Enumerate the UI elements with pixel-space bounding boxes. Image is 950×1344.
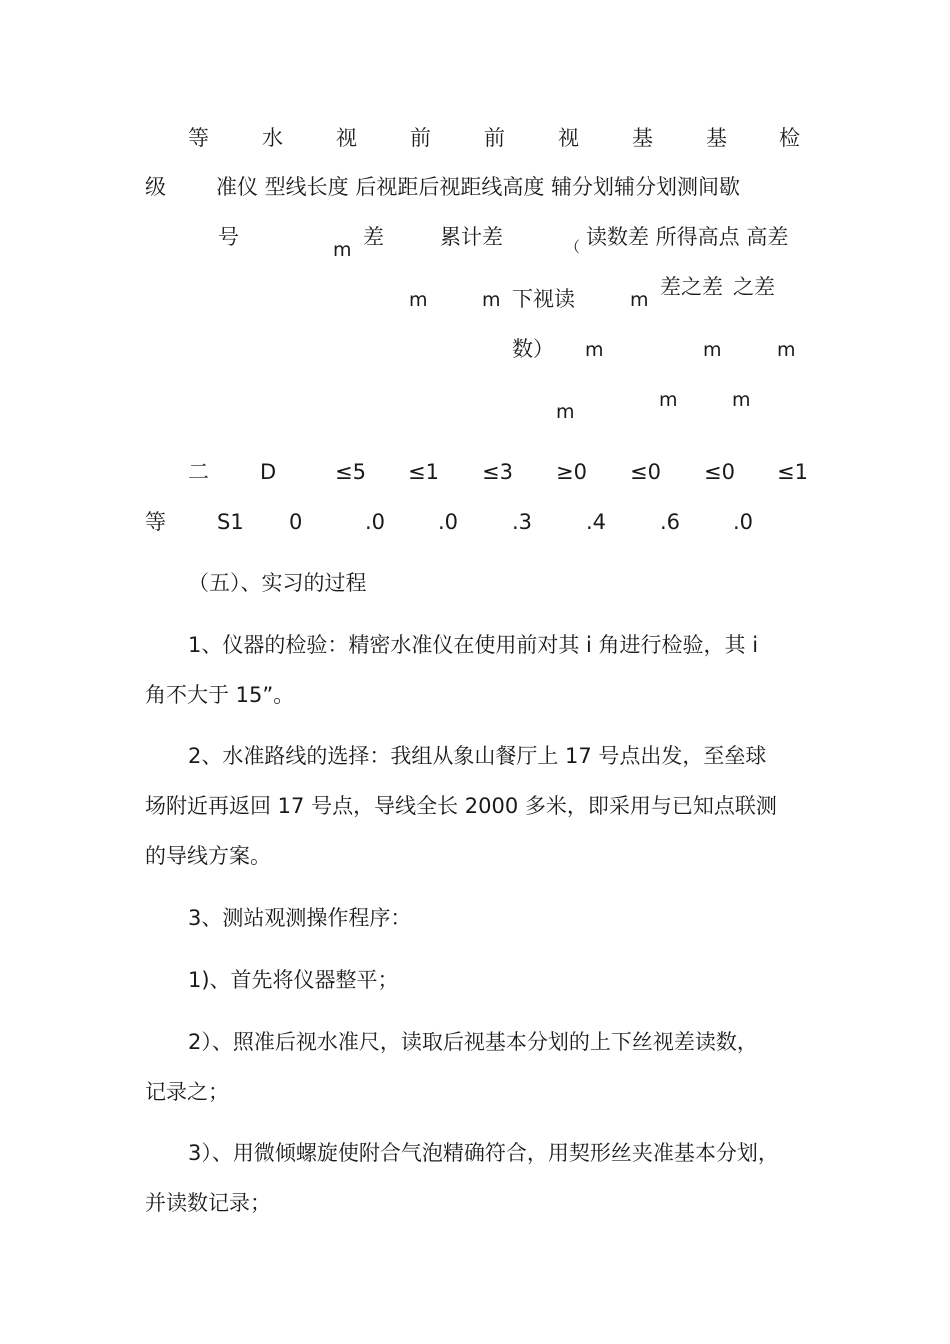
- row-cell-4: ≤3: [482, 460, 513, 484]
- header-xiashidu: 下视读: [512, 287, 575, 311]
- header-level-char: 级: [145, 175, 166, 199]
- header-hao: 号: [218, 225, 239, 249]
- para1-line1: 1、仪器的检验：精密水准仪在使用前对其 i 角进行检验，其 i: [188, 633, 759, 657]
- unit-m-3: m: [482, 289, 501, 311]
- unit-m-4: m: [630, 289, 649, 311]
- header-shu: 数）: [512, 337, 554, 361]
- para2-line3: 的导线方案。: [145, 844, 271, 868]
- unit-m-1: m: [333, 239, 352, 261]
- unit-m-10: m: [556, 401, 575, 423]
- row-cell-6: ≤0: [630, 460, 661, 484]
- unit-m-6: m: [703, 339, 722, 361]
- row-cell-3: ≤1: [408, 460, 439, 484]
- header-char-4: 前: [410, 126, 431, 150]
- header-char-3: 视: [336, 126, 357, 150]
- para1-line2: 角不大于 15”。: [145, 683, 295, 707]
- para2-line1: 2、水准路线的选择：我组从象山餐厅上 17 号点出发，至垒球: [188, 744, 767, 768]
- header-cols-text: 准仪 型线长度 后视距后视距线高度 辅分划辅分划测间歇: [216, 175, 741, 199]
- unit-m-2: m: [409, 289, 428, 311]
- header-cha: 差: [363, 225, 384, 249]
- row-cell-dot0-a: .0: [365, 510, 386, 534]
- header-chazhicha-1: 差之差: [660, 275, 723, 299]
- row-cell-zero: 0: [289, 510, 303, 534]
- row-cell-dot4: .4: [586, 510, 607, 534]
- row-cell-5: ≥0: [556, 460, 587, 484]
- header-char-1: 等: [188, 126, 209, 150]
- row-cell-dot0-c: .0: [733, 510, 754, 534]
- step1-line1: 1)、首先将仪器整平；: [188, 968, 399, 992]
- unit-m-8: m: [659, 389, 678, 411]
- unit-m-5: m: [585, 339, 604, 361]
- row-cell-s1: S1: [217, 510, 244, 534]
- unit-m-7: m: [777, 339, 796, 361]
- header-paren-open: （: [565, 238, 581, 256]
- header-char-6: 视: [558, 126, 579, 150]
- unit-m-9: m: [732, 389, 751, 411]
- header-char-9: 检: [779, 126, 800, 150]
- para3-line1: 3、测站观测操作程序：: [188, 906, 412, 930]
- header-char-7: 基: [632, 126, 653, 150]
- row-cell-dot3: .3: [512, 510, 533, 534]
- step3-line1: 3）、用微倾螺旋使附合气泡精确符合，用契形丝夹准基本分划，: [188, 1141, 779, 1165]
- header-zhicha: 之差: [733, 275, 775, 299]
- step2-line2: 记录之；: [145, 1080, 229, 1104]
- section-heading: （五）、实习的过程: [188, 571, 367, 595]
- row-cell-dot6: .6: [660, 510, 681, 534]
- header-char-2: 水: [262, 126, 283, 150]
- header-char-8: 基: [706, 126, 727, 150]
- header-char-5: 前: [484, 126, 505, 150]
- step2-line1: 2）、照准后视水准尺，读取后视基本分划的上下丝视差读数，: [188, 1030, 758, 1054]
- row-grade-deng: 等: [145, 510, 166, 534]
- row-cell-1: D: [260, 460, 277, 484]
- row-cell-8: ≤1: [777, 460, 808, 484]
- row-cell-7: ≤0: [704, 460, 735, 484]
- header-leijicha: 累计差: [440, 225, 503, 249]
- header-row3-right: 读数差 所得高点 高差: [586, 225, 789, 249]
- para2-line2: 场附近再返回 17 号点，导线全长 2000 多米，即采用与已知点联测: [145, 794, 777, 818]
- row-cell-2: ≤5: [335, 460, 366, 484]
- row-cell-dot0-b: .0: [438, 510, 459, 534]
- step3-line2: 并读数记录；: [145, 1191, 271, 1215]
- row-grade-er: 二: [188, 460, 209, 484]
